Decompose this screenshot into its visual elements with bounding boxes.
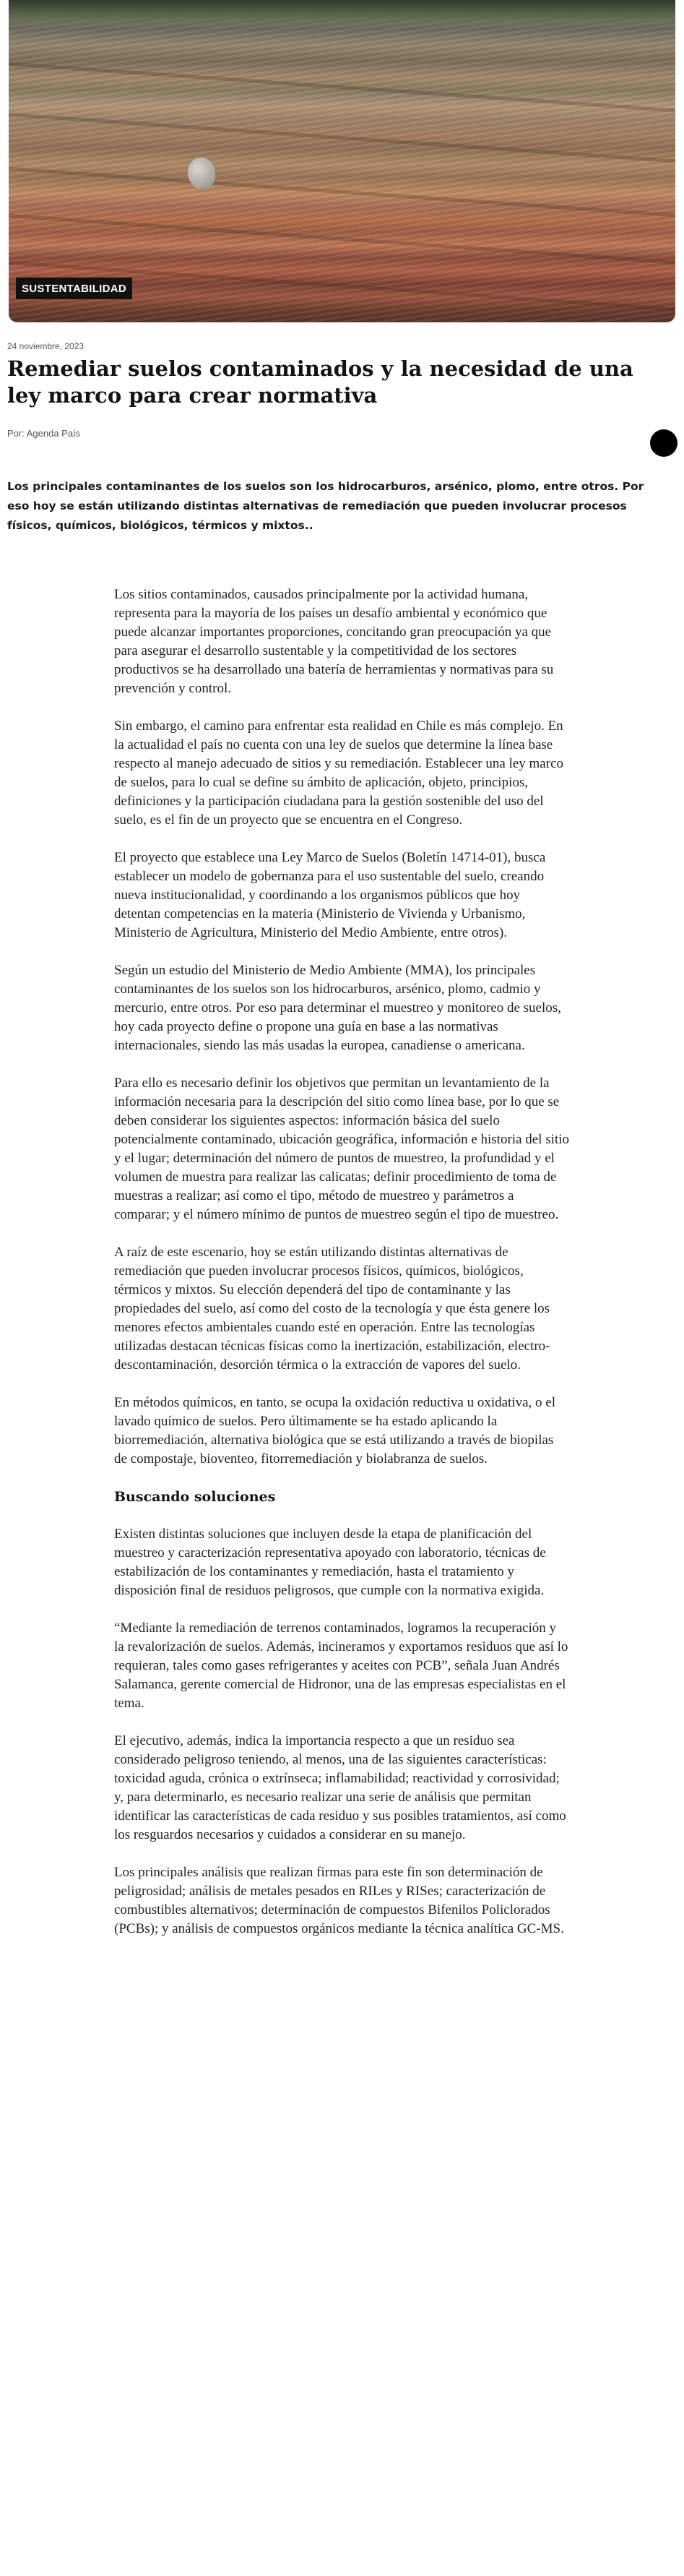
article-lead: Los principales contaminantes de los suelos son los hidrocarburos, arsénico, plomo, entre otros. Por eso hoy se están utilizando distintas alternativas de remediación que pueden involucrar procesos físicos, químicos, biológicos, térmicos y mixtos.. bbox=[7, 480, 644, 532]
body-paragraph: Para ello es necesario definir los objetivos que permitan un levantamiento de la información necesaria para la descripción del sitio como línea base, por lo que se deben considerar los siguientes aspectos: información básica del suelo potencialmente contaminado, ubicación geográfica, información e historia del sitio y el lugar; determinación del número de puntos de muestreo, la profundidad y el volumen de muestra para realizar las calicatas; definir procedimiento de toma de muestras a realizar; así como el tipo, método de muestreo y parámetros a comparar; y el número mínimo de puntos de muestreo según el tipo de muestreo. bbox=[114, 1076, 569, 1222]
rock bbox=[188, 158, 215, 189]
body-paragraph: Los sitios contaminados, causados principalmente por la actividad humana, representa para la mayoría de los países un desafío ambiental y económico que puede alcanzar importantes proporciones, concitando gran preocupación ya que para asegurar el desarrollo sustentable y la competitividad de los sectores productivos se ha desarrollado una batería de herramientas y normativas para su prevención y control. bbox=[114, 587, 554, 696]
vegetation-strip bbox=[9, 0, 675, 32]
article-author[interactable]: Por: Agenda País bbox=[7, 428, 81, 439]
body-paragraph: A raíz de este escenario, hoy se están utilizando distintas alternativas de remediación que pueden involucrar procesos físicos, químicos, biológicos, térmicos y mixtos. Su elección dependerá del tipo de contaminante y las propiedades del suelo, así como del costo de la tecnología y que ésta genere los menores efectos ambientales cuando esté en operación. Entre las tecnologías utilizadas destacan técnicas físicas como la inertización, estabilización, electro-descontaminación, desorción térmica o la extracción de vapores del suelo. bbox=[114, 1245, 550, 1373]
strata-line bbox=[9, 112, 675, 167]
body-paragraph: En métodos químicos, en tanto, se ocupa la oxidación reductiva u oxidativa, o el lavado químico de suelos. Pero últimamente se ha estado aplicando la biorremediación, alternativa biológica que se está utilizando a través de biopilas de compostaje, bioventeo, fitorremediación y biolabranza de suelos. bbox=[114, 1395, 556, 1467]
category-badge[interactable]: SUSTENTABILIDAD bbox=[16, 278, 132, 299]
body-paragraph: Según un estudio del Ministerio de Medio Ambiente (MMA), los principales contaminantes de los suelos son los hidrocarburos, arsénico, plomo, cadmio y mercurio, entre otros. Por eso para determinar el muestreo y monitoreo de suelos, hoy cada proyecto define o propone una guía en base a las normativas internacionales, siendo las más usadas la europea, canadiense o americana. bbox=[114, 963, 561, 1053]
strata-line bbox=[9, 213, 675, 268]
article-date: 24 noviembre, 2023 bbox=[7, 341, 85, 351]
article-body bbox=[114, 585, 569, 1957]
hero-image bbox=[9, 0, 675, 322]
author-avatar bbox=[650, 429, 677, 457]
body-paragraph: Sin embargo, el camino para enfrentar esta realidad en Chile es más complejo. En la actualidad el país no cuenta con una ley de suelos que determine la línea base respecto al manejo adecuado de sitios y su remediación. Establecer una ley marco de suelos, para lo cual se define su ámbito de aplicación, objeto, principios, definiciones y la participación ciudadana para la gestión sostenible del uso del suelo, es el fin de un proyecto que se encuentra en el Congreso. bbox=[114, 718, 563, 828]
article-title: Remediar suelos contaminados y la necesidad de una ley marco para crear normativa bbox=[7, 356, 633, 408]
strata-line bbox=[9, 166, 675, 221]
body-paragraph: “Mediante la remediación de terrenos contaminados, logramos la recuperación y la revalorización de suelos. Además, incineramos y exportamos residuos que así lo requieran, tales como gases refrigerantes y aceites con PCB”, señala Juan Andrés Salamanca, gerente comercial de Hidronor, una de las empresas especialistas en el tema. bbox=[114, 1620, 568, 1711]
section-heading: Buscando soluciones bbox=[114, 1489, 276, 1505]
body-paragraph: El ejecutivo, además, indica la importancia respecto a que un residuo sea considerado peligroso teniendo, al menos, una de las siguientes características: toxicidad aguda, crónica o extrínseca; inflamabilidad; reactividad y corrosividad; y, para determinarlo, es necesario realizar una serie de análisis que permitan identificar las características de cada residuo y sus posibles tratamientos, así como los resguardos necesarios y cuidados a considerar en su manejo. bbox=[114, 1733, 566, 1842]
body-paragraph: Existen distintas soluciones que incluyen desde la etapa de planificación del muestreo y caracterización representativa apoyado con laboratorio, técnicas de estabilización de los contaminantes y remediación, hasta el tratamiento y disposición final de residuos peligrosos, que cumple con la normativa exigida. bbox=[114, 1527, 546, 1598]
body-paragraph: Los principales análisis que realizan firmas para este fin son determinación de peligrosidad; análisis de metales pesados en RILes y RISes; caracterización de combustibles alternativos; determinación de compuestos Bifenilos Policlorados (PCBs); y análisis de compuestos orgánicos mediante la técnica analítica GC-MS. bbox=[114, 1865, 564, 1936]
body-paragraph: El proyecto que establece una Ley Marco de Suelos (Boletín 14714-01), busca establecer un modelo de gobernanza para el uso sustentable del suelo, creando nueva institucionalidad, y coordinando a los organismos públicos que hoy detentan competencias en la materia (Ministerio de Vivienda y Urbanismo, Ministerio de Agricultura, Ministerio del Medio Ambiente, entre otros). bbox=[114, 850, 546, 940]
strata-line bbox=[9, 61, 675, 116]
